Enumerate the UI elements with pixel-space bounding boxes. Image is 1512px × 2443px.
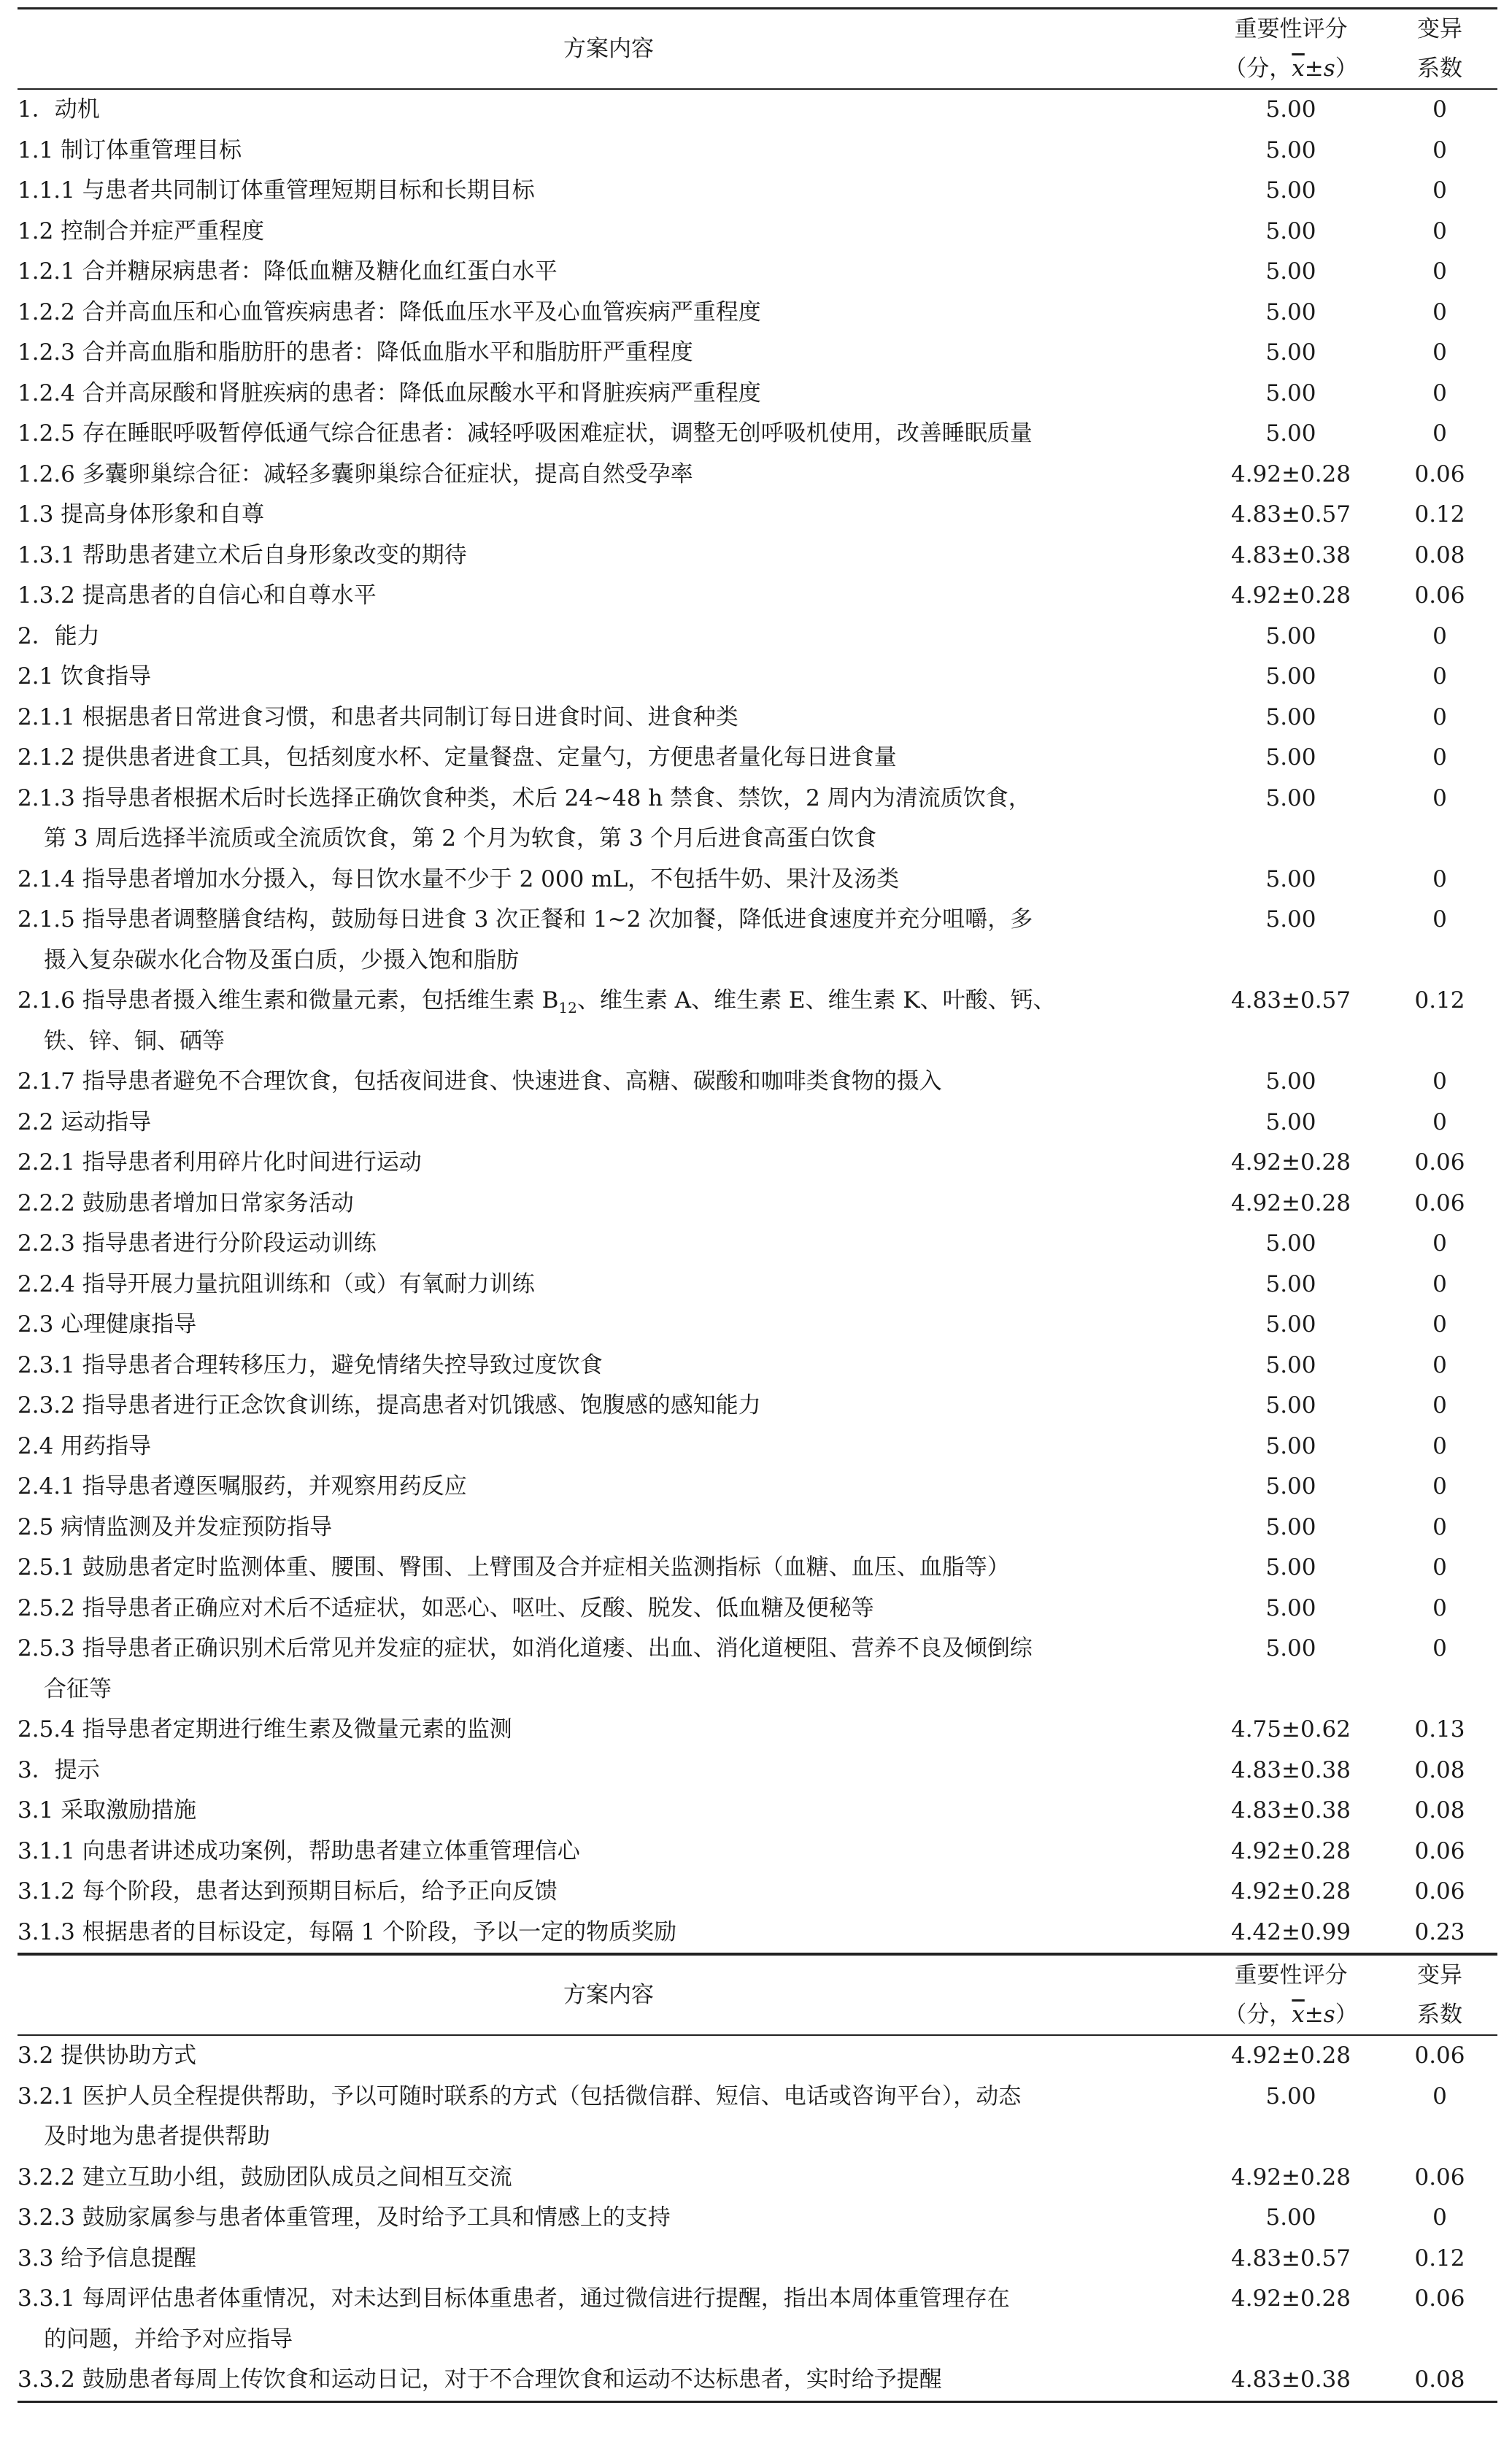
row-cv: 0 — [1432, 96, 1447, 123]
table-row — [18, 2035, 1497, 2077]
table-row — [18, 171, 1497, 212]
table-row — [18, 1062, 1497, 1103]
row-content: 2.1 饮食指导 — [18, 663, 152, 690]
table-row — [18, 738, 1497, 779]
header-score: 重要性评分 （分，$\overline{x}\pm s$） — [1224, 16, 1358, 82]
row-content: 1.3.1 帮助患者建立术后自身形象改变的期待 — [18, 541, 467, 568]
header-content: 方案内容 — [563, 36, 654, 62]
table-row — [18, 1346, 1497, 1386]
row-cv: 0 — [1432, 1554, 1447, 1581]
row-content: 2.5.2 指导患者正确应对术后不适症状，如恶心、呕吐、反酸、脱发、低血糖及便秘等 — [18, 1594, 874, 1621]
table-row — [18, 333, 1497, 374]
row-score: 5.00 — [1265, 420, 1316, 447]
row-score: 5.00 — [1265, 663, 1316, 690]
row-content: 2.1.5 指导患者调整膳食结构，鼓励每日进食 3 次正餐和 1~2 次加餐，降低进食速度并充分咀嚼，多 摄入复杂碳水化合物及蛋白质，少摄入饱和脂肪 — [18, 906, 1033, 973]
row-content: 2.5.4 指导患者定期进行维生素及微量元素的监测 — [18, 1716, 512, 1742]
row-score: 5.00 — [1265, 339, 1316, 366]
row-cv: 0 — [1432, 2083, 1447, 2110]
row-cv: 0 — [1432, 1270, 1447, 1297]
row-score: 5.00 — [1265, 1594, 1316, 1621]
row-cv: 0.12 — [1414, 2245, 1465, 2272]
row-score: 4.83±0.38 — [1230, 1797, 1351, 1823]
table-row — [18, 2198, 1497, 2239]
row-cv: 0 — [1432, 2204, 1447, 2231]
row-score: 5.00 — [1265, 1311, 1316, 1338]
header-cv: 变异 系数 — [1417, 16, 1462, 82]
row-cv: 0 — [1432, 744, 1447, 771]
row-content: 1.3 提高身体形象和自尊 — [18, 501, 265, 528]
row-cv: 0 — [1432, 1351, 1447, 1378]
row-cv: 0 — [1432, 622, 1447, 649]
table-row — [18, 617, 1497, 657]
row-content: 2.1.6 指导患者摄入维生素和微量元素，包括维生素 $B_{12}$、维生素 A、维生素 E、维生素 K、叶酸、钙、 铁、锌、铜、硒等 — [18, 987, 1056, 1054]
row-cv: 0 — [1432, 379, 1447, 406]
row-score: 4.83±0.57 — [1230, 501, 1351, 528]
table-row — [18, 1184, 1497, 1224]
row-score: 5.00 — [1265, 217, 1316, 244]
row-score: 4.92±0.28 — [1230, 1149, 1351, 1176]
table-row — [18, 900, 1497, 981]
table-row — [18, 1467, 1497, 1508]
row-content: 2.1.2 提供患者进食工具，包括刻度水杯、定量餐盘、定量勺，方便患者量化每日进食量 — [18, 744, 897, 771]
table-row — [18, 495, 1497, 536]
table-row — [18, 1710, 1497, 1751]
row-cv: 0 — [1432, 298, 1447, 325]
table-row — [18, 576, 1497, 617]
row-cv: 0.13 — [1414, 1716, 1465, 1742]
row-cv: 0 — [1432, 865, 1447, 892]
row-cv: 0 — [1432, 1108, 1447, 1135]
row-content: 3.1.2 每个阶段，患者达到预期目标后，给予正向反馈 — [18, 1878, 558, 1904]
table-row — [18, 374, 1497, 414]
table-row — [18, 1103, 1497, 1143]
header-content-repeat: 方案内容 — [563, 1982, 654, 2008]
row-cv: 0.12 — [1414, 987, 1465, 1014]
row-score: 5.00 — [1265, 258, 1316, 285]
row-content: 3.2.3 鼓励家属参与患者体重管理，及时给予工具和情感上的支持 — [18, 2204, 671, 2231]
row-score: 5.00 — [1265, 1270, 1316, 1297]
row-cv: 0 — [1432, 1230, 1447, 1257]
table-row — [18, 1265, 1497, 1305]
table-row — [18, 1791, 1497, 1832]
row-content: 3.3 给予信息提醒 — [18, 2245, 197, 2272]
row-cv: 0 — [1432, 1473, 1447, 1500]
row-cv: 0.06 — [1414, 582, 1465, 609]
row-score: 4.92±0.28 — [1230, 2164, 1351, 2191]
row-score: 5.00 — [1265, 703, 1316, 730]
row-cv: 0 — [1432, 703, 1447, 730]
row-score: 4.92±0.28 — [1230, 582, 1351, 609]
row-score: 5.00 — [1265, 1635, 1316, 1662]
table-row — [18, 2279, 1497, 2360]
table-row — [18, 1913, 1497, 1955]
row-score: 5.00 — [1265, 622, 1316, 649]
row-score: 5.00 — [1265, 298, 1316, 325]
row-score: 5.00 — [1265, 1513, 1316, 1540]
table-header-repeat — [18, 1954, 1497, 2035]
row-content: 2.1.1 根据患者日常进食习惯，和患者共同制订每日进食时间、进食种类 — [18, 703, 738, 730]
row-content: 2.2.2 鼓励患者增加日常家务活动 — [18, 1189, 354, 1216]
row-content: 2.4.1 指导患者遵医嘱服药，并观察用药反应 — [18, 1473, 467, 1500]
row-content: 3.2.1 医护人员全程提供帮助，予以可随时联系的方式（包括微信群、短信、电话或咨询平台），动态 及时地为患者提供帮助 — [18, 2083, 1022, 2150]
row-content: 2.1.4 指导患者增加水分摄入，每日饮水量不少于 2 000 mL，不包括牛奶、果汁及汤类 — [18, 865, 900, 892]
row-cv: 0 — [1432, 1594, 1447, 1621]
row-cv: 0.06 — [1414, 2285, 1465, 2312]
row-cv: 0 — [1432, 1513, 1447, 1540]
row-content: 1.3.2 提高患者的自信心和自尊水平 — [18, 582, 377, 609]
row-content: 3.2 提供协助方式 — [18, 2042, 197, 2069]
table-row — [18, 414, 1497, 455]
row-score: 5.00 — [1265, 2204, 1316, 2231]
row-score: 5.00 — [1265, 96, 1316, 123]
table-body-part2 — [18, 2035, 1497, 2401]
row-cv: 0 — [1432, 784, 1447, 811]
row-score: 4.92±0.28 — [1230, 2285, 1351, 2312]
row-content: 1.2.6 多囊卵巢综合征：减轻多囊卵巢综合征症状，提高自然受孕率 — [18, 460, 693, 487]
row-content: 3．提示 — [18, 1756, 100, 1783]
row-score: 4.92±0.28 — [1230, 2042, 1351, 2069]
row-cv: 0 — [1432, 663, 1447, 690]
row-cv: 0 — [1432, 1432, 1447, 1459]
row-cv: 0 — [1432, 1392, 1447, 1419]
table-row — [18, 1832, 1497, 1872]
row-content: 1.2.4 合并高尿酸和肾脏疾病的患者：降低血尿酸水平和肾脏疾病严重程度 — [18, 379, 761, 406]
table-row — [18, 1305, 1497, 1346]
table-row — [18, 1548, 1497, 1589]
row-cv: 0.08 — [1414, 2366, 1465, 2393]
table-body-part1 — [18, 89, 1497, 1954]
row-content: 1.2.5 存在睡眠呼吸暂停低通气综合征患者：减轻呼吸困难症状，调整无创呼吸机使用，改善睡眠质量 — [18, 420, 1033, 447]
row-score: 5.00 — [1265, 1554, 1316, 1581]
row-score: 5.00 — [1265, 906, 1316, 933]
row-content: 2.5.1 鼓励患者定时监测体重、腰围、臀围、上臂围及合并症相关监测指标（血糖、血压、血脂等） — [18, 1554, 1010, 1581]
table-row — [18, 657, 1497, 698]
row-content: 2.3 心理健康指导 — [18, 1311, 197, 1338]
row-content: 3.1.1 向患者讲述成功案例，帮助患者建立体重管理信心 — [18, 1837, 580, 1864]
table-row — [18, 698, 1497, 738]
row-content: 2.1.3 指导患者根据术后时长选择正确饮食种类，术后 24~48 h 禁食、禁饮，2 周内为清流质饮食， 第 3 周后选择半流质或全流质饮食，第 2 个月为软食，第 3 个月后进食高蛋白饮食 — [18, 784, 1031, 852]
row-score: 4.83±0.38 — [1230, 541, 1351, 568]
table-row — [18, 1751, 1497, 1791]
row-cv: 0 — [1432, 339, 1447, 366]
row-cv: 0 — [1432, 420, 1447, 447]
row-content: 3.1 采取激励措施 — [18, 1797, 197, 1823]
row-score: 4.75±0.62 — [1230, 1716, 1351, 1742]
row-cv: 0.06 — [1414, 1149, 1465, 1176]
row-score: 5.00 — [1265, 1108, 1316, 1135]
row-cv: 0.06 — [1414, 1189, 1465, 1216]
table-row — [18, 1629, 1497, 1710]
row-cv: 0 — [1432, 217, 1447, 244]
row-content: 1.2 控制合并症严重程度 — [18, 217, 265, 244]
row-content: 1.1 制订体重管理目标 — [18, 136, 242, 163]
row-score: 5.00 — [1265, 744, 1316, 771]
row-content: 1.1.1 与患者共同制订体重管理短期目标和长期目标 — [18, 177, 535, 204]
row-content: 1.2.1 合并糖尿病患者：降低血糖及糖化血红蛋白水平 — [18, 258, 558, 285]
row-cv: 0 — [1432, 1635, 1447, 1662]
row-cv: 0.08 — [1414, 1756, 1465, 1783]
row-score: 5.00 — [1265, 2083, 1316, 2110]
header-cv-repeat: 变异 系数 — [1417, 1962, 1462, 2028]
table-row — [18, 131, 1497, 171]
table-row — [18, 212, 1497, 252]
row-score: 5.00 — [1265, 1230, 1316, 1257]
row-score: 5.00 — [1265, 379, 1316, 406]
row-score: 4.92±0.28 — [1230, 460, 1351, 487]
row-content: 2.2.3 指导患者进行分阶段运动训练 — [18, 1230, 377, 1257]
row-score: 5.00 — [1265, 1068, 1316, 1095]
row-content: 2.5.3 指导患者正确识别术后常见并发症的症状，如消化道瘘、出血、消化道梗阻、营养不良及倾倒综 合征等 — [18, 1635, 1033, 1702]
table-row — [18, 1508, 1497, 1548]
row-score: 5.00 — [1265, 784, 1316, 811]
row-cv: 0.23 — [1414, 1918, 1465, 1945]
row-score: 5.00 — [1265, 136, 1316, 163]
row-score: 4.83±0.38 — [1230, 2366, 1351, 2393]
row-cv: 0 — [1432, 258, 1447, 285]
table-row — [18, 293, 1497, 333]
table-row — [18, 2077, 1497, 2158]
table-row — [18, 536, 1497, 576]
row-cv: 0.06 — [1414, 2164, 1465, 2191]
row-content: 3.3.1 每周评估患者体重情况，对未达到目标体重患者，通过微信进行提醒，指出本周体重管理存在 的问题，并给予对应指导 — [18, 2285, 1010, 2353]
row-content: 2.2.4 指导开展力量抗阻训练和（或）有氧耐力训练 — [18, 1270, 535, 1297]
row-score: 5.00 — [1265, 1351, 1316, 1378]
row-score: 4.92±0.28 — [1230, 1837, 1351, 1864]
row-content: 1.2.3 合并高血脂和脂肪肝的患者：降低血脂水平和脂肪肝严重程度 — [18, 339, 693, 366]
row-score: 5.00 — [1265, 177, 1316, 204]
row-content: 2.1.7 指导患者避免不合理饮食，包括夜间进食、快速进食、高糖、碳酸和咖啡类食物的摄入 — [18, 1068, 942, 1095]
table-row — [18, 1872, 1497, 1913]
row-cv: 0.12 — [1414, 501, 1465, 528]
row-score: 4.83±0.57 — [1230, 2245, 1351, 2272]
row-score: 4.92±0.28 — [1230, 1878, 1351, 1904]
table-row — [18, 860, 1497, 900]
table-row — [18, 1589, 1497, 1629]
row-score: 4.42±0.99 — [1230, 1918, 1351, 1945]
table-row — [18, 2158, 1497, 2199]
row-content: 3.3.2 鼓励患者每周上传饮食和运动日记，对于不合理饮食和运动不达标患者，实时给予提醒 — [18, 2366, 942, 2393]
row-content: 2．能力 — [18, 622, 100, 649]
row-content: 2.4 用药指导 — [18, 1432, 152, 1459]
row-cv: 0.06 — [1414, 2042, 1465, 2069]
row-cv: 0.08 — [1414, 1797, 1465, 1823]
table-row — [18, 981, 1497, 1062]
row-content: 1.2.2 合并高血压和心血管疾病患者：降低血压水平及心血管疾病严重程度 — [18, 298, 761, 325]
row-score: 5.00 — [1265, 1473, 1316, 1500]
table-row — [18, 1143, 1497, 1184]
table-row — [18, 2360, 1497, 2401]
table-row — [18, 1386, 1497, 1427]
row-score: 5.00 — [1265, 865, 1316, 892]
row-content: 3.2.2 建立互助小组，鼓励团队成员之间相互交流 — [18, 2164, 512, 2191]
row-content: 2.3.1 指导患者合理转移压力，避免情绪失控导致过度饮食 — [18, 1351, 603, 1378]
row-score: 4.92±0.28 — [1230, 1189, 1351, 1216]
row-score: 4.83±0.57 — [1230, 987, 1351, 1014]
row-cv: 0.06 — [1414, 1837, 1465, 1864]
row-cv: 0 — [1432, 1068, 1447, 1095]
row-cv: 0 — [1432, 906, 1447, 933]
table-row — [18, 252, 1497, 293]
table-row — [18, 89, 1497, 131]
row-content: 1．动机 — [18, 96, 100, 123]
row-content: 2.3.2 指导患者进行正念饮食训练，提高患者对饥饿感、饱腹感的感知能力 — [18, 1392, 761, 1419]
row-cv: 0.08 — [1414, 541, 1465, 568]
table-row — [18, 1427, 1497, 1467]
row-cv: 0 — [1432, 136, 1447, 163]
row-content: 3.1.3 根据患者的目标设定，每隔 1 个阶段，予以一定的物质奖励 — [18, 1918, 677, 1945]
row-cv: 0.06 — [1414, 1878, 1465, 1904]
table-header — [18, 9, 1497, 90]
table-row — [18, 1224, 1497, 1265]
header-score-repeat: 重要性评分 （分，$\overline{x}\pm s$） — [1224, 1962, 1358, 2028]
table-row — [18, 779, 1497, 860]
row-score: 4.83±0.38 — [1230, 1756, 1351, 1783]
row-content: 2.5 病情监测及并发症预防指导 — [18, 1513, 333, 1540]
row-cv: 0 — [1432, 1311, 1447, 1338]
row-cv: 0 — [1432, 177, 1447, 204]
row-score: 5.00 — [1265, 1392, 1316, 1419]
table-row — [18, 2239, 1497, 2280]
row-content: 2.2 运动指导 — [18, 1108, 152, 1135]
table-row — [18, 455, 1497, 495]
row-cv: 0.06 — [1414, 460, 1465, 487]
row-score: 5.00 — [1265, 1432, 1316, 1459]
row-content: 2.2.1 指导患者利用碎片化时间进行运动 — [18, 1149, 422, 1176]
evaluation-table — [18, 7, 1497, 2403]
